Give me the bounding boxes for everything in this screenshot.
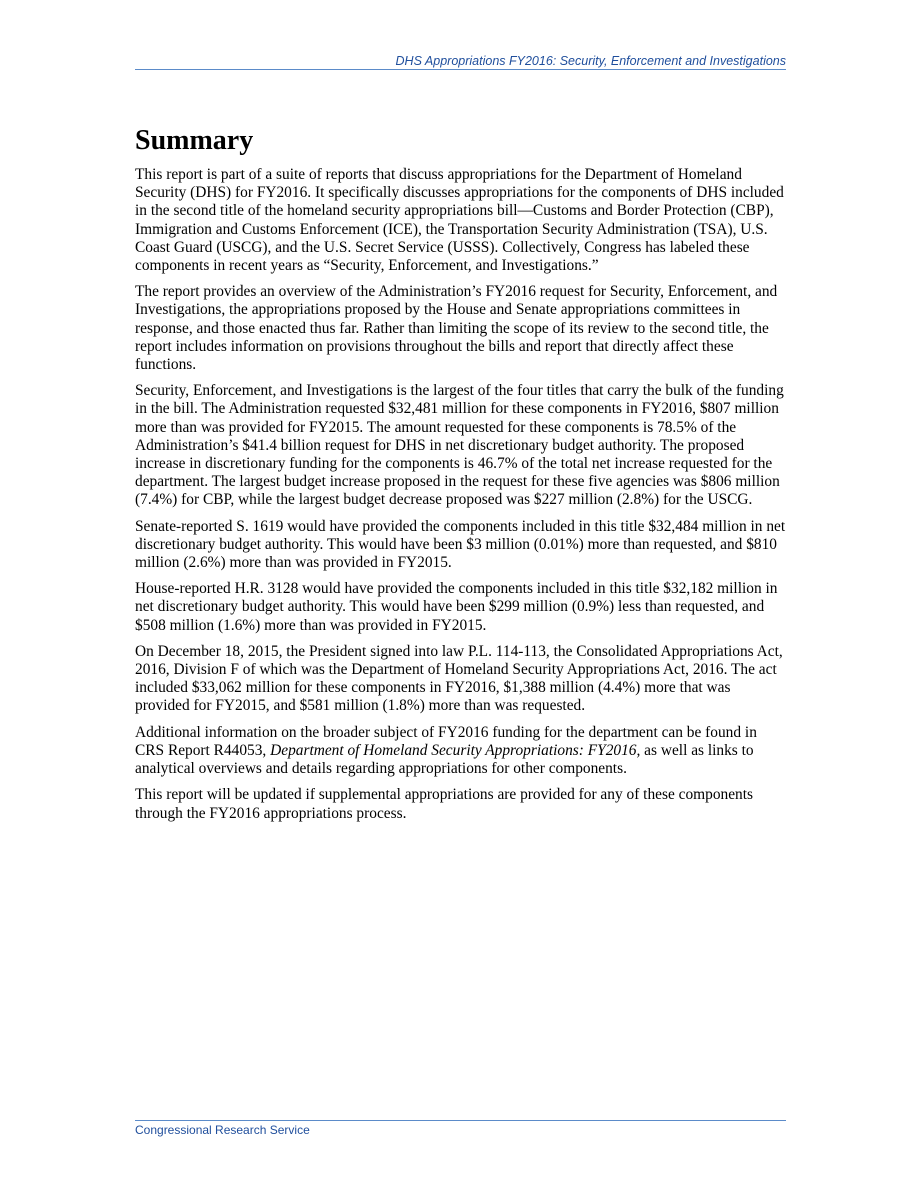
report-title-link: Department of Homeland Security Appropriations: FY2016, <box>270 741 641 759</box>
section-title: Summary <box>135 125 254 156</box>
paragraph-additional-info <box>135 724 786 779</box>
paragraph-enacted: On December 18, 2015, the President signed into law P.L. 114-113, the Consolidated Appropriations Act, 2016, Division F of which was the Department of Homeland Security Appropriations Act, 2016. The act included $33,062 million for these components in FY2016, $1,388 million (4.4%) more that was provided for FY2015, and $581 million (1.8%) more than was requested. <box>135 642 783 715</box>
paragraph-house: House-reported H.R. 3128 would have provided the components included in this title $32,182 million in net discretionary budget authority. This would have been $299 million (0.9%) less than requested, and $508 million (1.6%) more than was provided in FY2015. <box>135 580 778 634</box>
paragraph-overview: The report provides an overview of the Administration’s FY2016 request for Security, Enforcement, and Investigations, the appropriations proposed by the House and Senate appropriations committees in response, and those enacted thus far. Rather than limiting the scope of its review to the second title, the report includes information on provisions throughout the bills and report that directly affect these functions. <box>135 283 778 374</box>
paragraph-request: Security, Enforcement, and Investigations is the largest of the four titles that carry the bulk of the funding in the bill. The Administration requested $32,481 million for these components in FY2016, $807 million more than was provided for FY2015. The amount requested for these components is 78.5% of the Administration’s $41.4 billion request for DHS in net discretionary budget authority. The proposed increase in discretionary funding for the components is 46.7% of the total net increase requested for the department. The largest budget increase proposed in the request for these five agencies was $806 million (7.4%) for CBP, while the largest budget decrease proposed was $227 million (2.8%) for the USCG. <box>135 382 784 509</box>
footer-publisher: Congressional Research Service <box>135 1123 310 1137</box>
paragraph-intro: This report is part of a suite of reports that discuss appropriations for the Department of Homeland Security (DHS) for FY2016. It specifically discusses appropriations for the components of DHS included in the second title of the homeland security appropriations bill—Customs and Border Protection (CBP), Immigration and Customs Enforcement (ICE), the Transportation Security Administration (TSA), U.S. Coast Guard (USCG), and the U.S. Secret Service (USSS). Collectively, Congress has labeled these components in recent years as “Security, Enforcement, and Investigations.” <box>135 166 784 275</box>
running-header: DHS Appropriations FY2016: Security, Enforcement and Investigations <box>395 54 786 68</box>
page-content <box>135 122 786 831</box>
footer-rule <box>135 1120 786 1121</box>
paragraph-update-note: This report will be updated if supplemental appropriations are provided for any of these components through the FY2016 appropriations process. <box>135 786 754 822</box>
paragraph-senate: Senate-reported S. 1619 would have provided the components included in this title $32,484 million in net discretionary budget authority. This would have been $3 million (0.01%) more than requested, and $810 million (2.6%) more than was provided in FY2015. <box>135 517 786 572</box>
header-rule <box>135 69 786 70</box>
additional-info-text-start: Additional information on the broader subject of FY2016 funding for the department can be found in CRS Report R44053, <box>135 723 757 759</box>
additional-info-text-end: as well as links to analytical overviews and details regarding appropriations for other components. <box>135 741 754 778</box>
